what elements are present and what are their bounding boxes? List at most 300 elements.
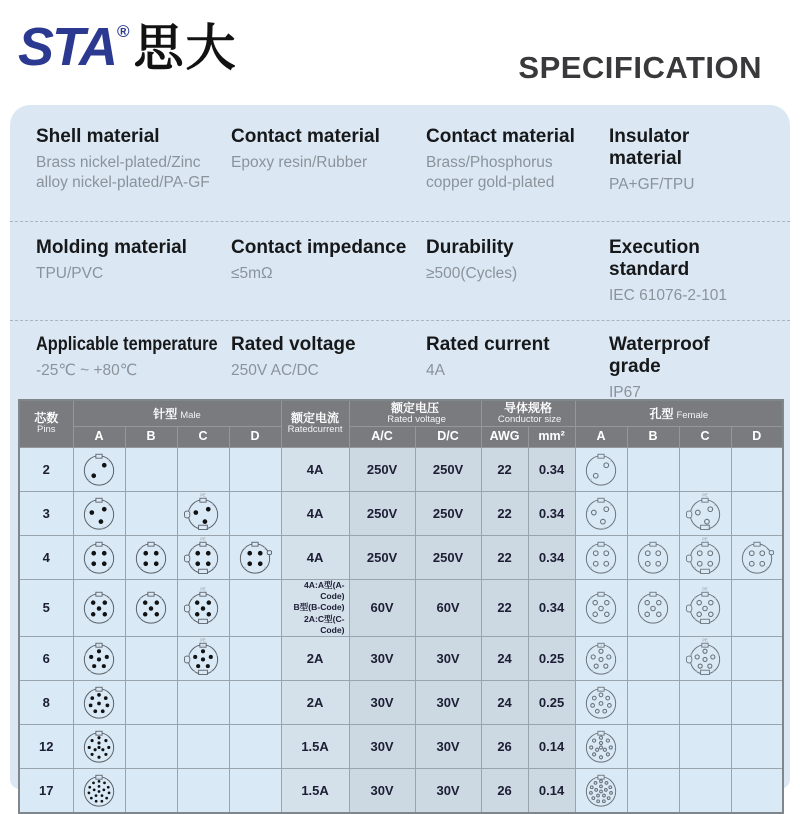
male-a-cell (73, 580, 125, 637)
svg-text:PE: PE (200, 637, 206, 643)
voltage-dc-cell: 60V (415, 580, 481, 637)
svg-text:2: 2 (108, 617, 111, 622)
spec-item (36, 237, 231, 320)
male-d-cell (229, 492, 281, 536)
pins-cell: 4 (19, 536, 73, 580)
female-a-cell (575, 448, 627, 492)
voltage-dc-cell: 30V (415, 680, 481, 724)
spec-item-title: Applicable temperature (36, 334, 218, 355)
male-d-cell (229, 680, 281, 724)
svg-text:2: 2 (662, 617, 665, 622)
table-row-8pin (19, 680, 783, 724)
svg-text:4: 4 (88, 546, 91, 551)
table-row-5pin (19, 580, 783, 637)
svg-text:1: 1 (713, 502, 716, 507)
svg-text:3: 3 (694, 566, 697, 571)
svg-text:1: 1 (609, 546, 612, 551)
voltage-dc-cell: 30V (415, 768, 481, 813)
svg-text:3: 3 (642, 566, 645, 571)
spec-item-title: Molding material (36, 237, 187, 258)
svg-text:1: 1 (704, 642, 706, 647)
brand-logo (18, 8, 238, 80)
svg-text:2: 2 (215, 652, 218, 657)
voltage-dc-cell: 250V (415, 448, 481, 492)
spec-item-value: Brass nickel-plated/Zinc alloy nickel-plated/PA-GF (36, 154, 210, 191)
male-c-cell (177, 724, 229, 768)
mm2-cell: 0.34 (528, 536, 575, 580)
female-connector-icon-a-code (579, 586, 623, 629)
svg-text:1: 1 (714, 596, 717, 601)
svg-text:1: 1 (159, 546, 162, 551)
svg-text:4: 4 (694, 546, 697, 551)
male-a-cell (73, 724, 125, 768)
svg-text:1: 1 (160, 596, 163, 601)
rated-current-cell: 4A (281, 492, 349, 536)
female-c-cell (679, 580, 731, 637)
female-connector-icon-a-code (579, 536, 623, 579)
svg-text:3: 3 (192, 566, 195, 571)
voltage-ac-cell: 30V (349, 724, 415, 768)
female-b-cell (627, 768, 679, 813)
header-rated-current: 额定电流 Ratedcurrent (281, 400, 349, 448)
spec-item (426, 334, 609, 403)
svg-text:4: 4 (693, 596, 696, 601)
spec-item (426, 237, 609, 320)
female-connector-icon-c-code (683, 637, 727, 680)
svg-text:2: 2 (590, 478, 593, 483)
male-connector-icon-a-code (77, 725, 121, 768)
spec-item-title: Insulator material (609, 126, 690, 169)
mm2-cell: 0.14 (528, 724, 575, 768)
awg-cell: 22 (481, 536, 528, 580)
spec-grid (10, 105, 790, 401)
svg-text:2: 2 (101, 525, 104, 530)
svg-text:4: 4 (140, 546, 143, 551)
voltage-ac-cell: 30V (349, 768, 415, 813)
spec-item-title: Durability (426, 237, 514, 258)
rated-current-cell: 2A (281, 636, 349, 680)
male-connector-icon-c-code (181, 637, 225, 680)
header-female-d: D (731, 426, 783, 447)
rated-current-cell: 4A:A型(A-Code) B型(B-Code) 2A:C型(C-Code) (281, 580, 349, 637)
female-connector-icon-c-code (683, 586, 727, 629)
header-male-d: D (229, 426, 281, 447)
svg-text:1: 1 (107, 502, 110, 507)
female-connector-icon-a-code (579, 769, 623, 812)
spec-item (231, 334, 426, 403)
rated-current-cell: 1.5A (281, 768, 349, 813)
table-row-2pin (19, 448, 783, 492)
spec-item-value: 4A (426, 362, 445, 379)
svg-text:3: 3 (589, 617, 592, 622)
female-connector-icon-a-code (579, 725, 623, 768)
rated-current-cell: 1.5A (281, 724, 349, 768)
female-b-cell (627, 724, 679, 768)
svg-text:3: 3 (712, 669, 715, 674)
spec-item (426, 126, 609, 221)
female-c-cell (679, 768, 731, 813)
svg-text:PE: PE (702, 492, 708, 498)
svg-text:4: 4 (642, 546, 645, 551)
svg-text:2: 2 (609, 566, 612, 571)
svg-text:3: 3 (188, 508, 191, 513)
spec-item (609, 334, 764, 403)
female-a-cell (575, 492, 627, 536)
spec-item-value: PA+GF/TPU (609, 176, 695, 193)
header-male-a: A (73, 426, 125, 447)
spec-item-title: Contact material (426, 126, 575, 147)
svg-text:2: 2 (160, 617, 163, 622)
svg-text:4: 4 (590, 546, 593, 551)
male-connector-icon-d-code (233, 536, 277, 579)
spec-item-title: Contact material (231, 126, 380, 147)
female-b-cell (627, 580, 679, 637)
svg-text:PE: PE (702, 586, 708, 592)
header-female-c: C (679, 426, 731, 447)
awg-cell: 26 (481, 724, 528, 768)
svg-text:5: 5 (586, 652, 589, 657)
female-d-cell (731, 724, 783, 768)
female-connector-icon-a-code (579, 681, 623, 724)
header-pins (19, 400, 73, 448)
header-female-a: A (575, 426, 627, 447)
svg-text:1: 1 (600, 642, 602, 647)
female-a-cell (575, 580, 627, 637)
spec-item-title: Execution standard (609, 237, 700, 280)
svg-text:2: 2 (661, 566, 664, 571)
female-connector-icon-c-code (683, 536, 727, 579)
male-d-cell (229, 768, 281, 813)
pins-cell: 3 (19, 492, 73, 536)
table-header-row-2 (19, 426, 783, 447)
female-connector-icon-a-code (579, 448, 623, 491)
male-c-cell (177, 636, 229, 680)
female-b-cell (627, 680, 679, 724)
spec-row-1 (10, 105, 790, 222)
svg-text:2: 2 (111, 652, 114, 657)
brand-logo-text: STA (18, 17, 116, 77)
svg-text:1: 1 (211, 502, 214, 507)
svg-text:1: 1 (108, 596, 111, 601)
spec-row-3 (10, 321, 790, 401)
female-c-cell (679, 448, 731, 492)
male-c-cell (177, 448, 229, 492)
svg-text:1: 1 (713, 546, 716, 551)
rated-current-cell: 2A (281, 680, 349, 724)
male-connector-icon-a-code (77, 769, 121, 812)
awg-cell: 26 (481, 768, 528, 813)
male-a-cell (73, 768, 125, 813)
svg-text:4: 4 (589, 596, 592, 601)
male-c-cell (177, 680, 229, 724)
spec-item (36, 334, 231, 403)
table-row-17pin (19, 768, 783, 813)
svg-text:3: 3 (139, 617, 142, 622)
male-connector-icon-a-code (77, 492, 121, 535)
svg-text:3: 3 (690, 508, 693, 513)
mm2-cell: 0.34 (528, 448, 575, 492)
female-d-cell (731, 536, 783, 580)
table-row-3pin (19, 492, 783, 536)
male-c-cell (177, 768, 229, 813)
male-connector-icon-a-code (77, 536, 121, 579)
male-b-cell (125, 724, 177, 768)
female-a-cell (575, 636, 627, 680)
spec-item-value: Epoxy resin/Rubber (231, 154, 368, 171)
voltage-dc-cell: 250V (415, 492, 481, 536)
male-a-cell (73, 680, 125, 724)
svg-text:4: 4 (192, 546, 195, 551)
voltage-dc-cell: 250V (415, 536, 481, 580)
header-male-c: C (177, 426, 229, 447)
svg-text:3: 3 (746, 566, 748, 571)
header-female-b: B (627, 426, 679, 447)
female-b-cell (627, 448, 679, 492)
male-d-cell (229, 636, 281, 680)
page-title: SPECIFICATION (518, 50, 762, 85)
svg-text:1: 1 (765, 546, 768, 551)
svg-text:3: 3 (244, 566, 247, 571)
voltage-ac-cell: 60V (349, 580, 415, 637)
female-a-cell (575, 768, 627, 813)
awg-cell: 24 (481, 636, 528, 680)
mm2-cell: 0.34 (528, 580, 575, 637)
awg-cell: 24 (481, 680, 528, 724)
spec-item (609, 126, 764, 221)
pins-cell: 8 (19, 680, 73, 724)
svg-text:PE: PE (200, 492, 206, 498)
voltage-ac-cell: 30V (349, 680, 415, 724)
male-b-cell (125, 768, 177, 813)
awg-cell: 22 (481, 492, 528, 536)
female-b-cell (627, 536, 679, 580)
spec-item-value: IP67 (609, 384, 641, 401)
spec-item-value: 250V AC/DC (231, 362, 319, 379)
male-connector-icon-a-code (77, 681, 121, 724)
svg-text:2: 2 (613, 652, 616, 657)
female-connector-icon-c-code (683, 492, 727, 535)
spec-item (231, 237, 426, 320)
pins-cell: 6 (19, 636, 73, 680)
male-connector-icon-a-code (77, 448, 121, 491)
pins-cell: 12 (19, 724, 73, 768)
svg-text:1: 1 (107, 546, 110, 551)
female-connector-icon-b-code (631, 536, 675, 579)
male-b-cell (125, 448, 177, 492)
female-d-cell (731, 580, 783, 637)
header-pins-cjk: 芯数 (34, 411, 59, 426)
table-row-6pin (19, 636, 783, 680)
svg-text:3: 3 (693, 617, 696, 622)
spec-item (231, 126, 426, 221)
female-d-cell (731, 768, 783, 813)
svg-text:5: 5 (188, 652, 191, 657)
spec-item-title: Rated voltage (231, 334, 356, 355)
spec-item-value: IEC 61076-2-101 (609, 287, 728, 304)
voltage-ac-cell: 250V (349, 492, 415, 536)
male-b-cell (125, 492, 177, 536)
svg-text:4: 4 (244, 546, 247, 551)
male-connector-icon-c-code (181, 536, 225, 579)
spec-item-value: ≤5mΩ (231, 265, 273, 282)
svg-text:1: 1 (107, 458, 110, 463)
spec-item-title: Waterproof grade (609, 334, 710, 377)
spec-panel (10, 105, 790, 798)
awg-cell: 22 (481, 580, 528, 637)
svg-text:4: 4 (695, 669, 698, 674)
svg-text:3: 3 (608, 669, 611, 674)
header-male-b: B (125, 426, 177, 447)
female-connector-icon-a-code (579, 492, 623, 535)
male-d-cell (229, 580, 281, 637)
rated-current-cell: 4A (281, 536, 349, 580)
female-b-cell (627, 636, 679, 680)
male-c-cell (177, 536, 229, 580)
header-female: 孔型 Female (575, 400, 783, 426)
header-rated-voltage: 额定电压 Rated voltage (349, 400, 481, 426)
svg-text:1: 1 (662, 596, 665, 601)
svg-text:2: 2 (205, 525, 208, 530)
male-a-cell (73, 492, 125, 536)
female-c-cell (679, 724, 731, 768)
male-connector-icon-a-code (77, 586, 121, 629)
svg-text:1: 1 (609, 502, 612, 507)
male-b-cell (125, 636, 177, 680)
spec-item-value: -25℃ ~ +80℃ (36, 362, 138, 379)
male-a-cell (73, 448, 125, 492)
svg-text:PE: PE (702, 536, 708, 542)
svg-text:4: 4 (641, 596, 644, 601)
table-row-12pin (19, 724, 783, 768)
female-c-cell (679, 680, 731, 724)
male-c-cell (177, 580, 229, 637)
spec-item-title: Shell material (36, 126, 160, 147)
female-c-cell (679, 492, 731, 536)
female-a-cell (575, 536, 627, 580)
svg-text:2: 2 (212, 617, 215, 622)
svg-text:2: 2 (714, 617, 717, 622)
svg-text:PE: PE (200, 586, 206, 592)
mm2-cell: 0.25 (528, 680, 575, 724)
svg-text:3: 3 (590, 566, 593, 571)
svg-text:3: 3 (140, 566, 143, 571)
mm2-cell: 0.34 (528, 492, 575, 536)
svg-text:1: 1 (609, 458, 612, 463)
female-connector-icon-b-code (631, 586, 675, 629)
header-awg: AWG (481, 426, 528, 447)
female-connector-icon-a-code (579, 637, 623, 680)
svg-text:3: 3 (191, 617, 194, 622)
female-d-cell (731, 492, 783, 536)
svg-text:4: 4 (89, 669, 92, 674)
svg-text:4: 4 (191, 596, 194, 601)
female-b-cell (627, 492, 679, 536)
male-a-cell (73, 536, 125, 580)
svg-text:4: 4 (139, 596, 142, 601)
male-d-cell (229, 724, 281, 768)
voltage-ac-cell: 250V (349, 536, 415, 580)
female-c-cell (679, 636, 731, 680)
svg-text:4: 4 (591, 669, 594, 674)
svg-text:3: 3 (641, 617, 644, 622)
svg-text:2: 2 (610, 617, 613, 622)
mm2-cell: 0.25 (528, 636, 575, 680)
svg-text:1: 1 (202, 642, 204, 647)
rated-current-cell: 4A (281, 448, 349, 492)
voltage-ac-cell: 30V (349, 636, 415, 680)
female-a-cell (575, 680, 627, 724)
header-voltage-dc: D/C (415, 426, 481, 447)
female-d-cell (731, 448, 783, 492)
male-connector-icon-c-code (181, 492, 225, 535)
svg-text:3: 3 (87, 617, 90, 622)
spec-table (18, 399, 784, 814)
male-connector-icon-c-code (181, 586, 225, 629)
female-d-cell (731, 680, 783, 724)
svg-text:3: 3 (586, 508, 589, 513)
svg-text:1: 1 (661, 546, 664, 551)
voltage-dc-cell: 30V (415, 636, 481, 680)
male-connector-icon-b-code (129, 536, 173, 579)
table-header-row-1 (19, 400, 783, 426)
male-connector-icon-b-code (129, 586, 173, 629)
header-pins-en: Pins (37, 424, 56, 436)
svg-text:5: 5 (690, 652, 693, 657)
male-b-cell (125, 536, 177, 580)
svg-text:1: 1 (610, 596, 613, 601)
pins-cell: 5 (19, 580, 73, 637)
svg-text:3: 3 (210, 669, 213, 674)
spec-item (36, 126, 231, 221)
svg-text:1: 1 (211, 546, 214, 551)
svg-text:3: 3 (84, 508, 87, 513)
header-male: 针型 Male (73, 400, 281, 426)
svg-text:2: 2 (717, 652, 720, 657)
male-a-cell (73, 636, 125, 680)
svg-text:2: 2 (159, 566, 162, 571)
female-connector-icon-d-code (735, 536, 779, 579)
female-a-cell (575, 724, 627, 768)
spec-item (609, 237, 764, 320)
svg-text:5: 5 (84, 652, 87, 657)
svg-text:2: 2 (603, 525, 606, 530)
svg-text:3: 3 (106, 669, 109, 674)
male-b-cell (125, 580, 177, 637)
svg-text:2: 2 (107, 566, 110, 571)
male-c-cell (177, 492, 229, 536)
spec-row-2 (10, 222, 790, 321)
female-d-cell (731, 636, 783, 680)
svg-text:PE: PE (702, 637, 708, 643)
male-d-cell (229, 448, 281, 492)
svg-text:1: 1 (263, 546, 266, 551)
header-conductor-size: 导体规格 Conductor size (481, 400, 575, 426)
pins-cell: 2 (19, 448, 73, 492)
header-voltage-ac: A/C (349, 426, 415, 447)
spec-item-value: TPU/PVC (36, 265, 104, 282)
svg-text:2: 2 (211, 566, 214, 571)
svg-text:2: 2 (713, 566, 716, 571)
header-mm2: mm² (528, 426, 575, 447)
pins-cell: 17 (19, 768, 73, 813)
male-d-cell (229, 536, 281, 580)
svg-text:3: 3 (88, 566, 91, 571)
brand-logo-cjk: 思大 (133, 20, 238, 76)
spec-item-title: Contact impedance (231, 237, 407, 258)
male-b-cell (125, 680, 177, 724)
svg-text:PE: PE (200, 536, 206, 542)
svg-text:1: 1 (212, 596, 215, 601)
